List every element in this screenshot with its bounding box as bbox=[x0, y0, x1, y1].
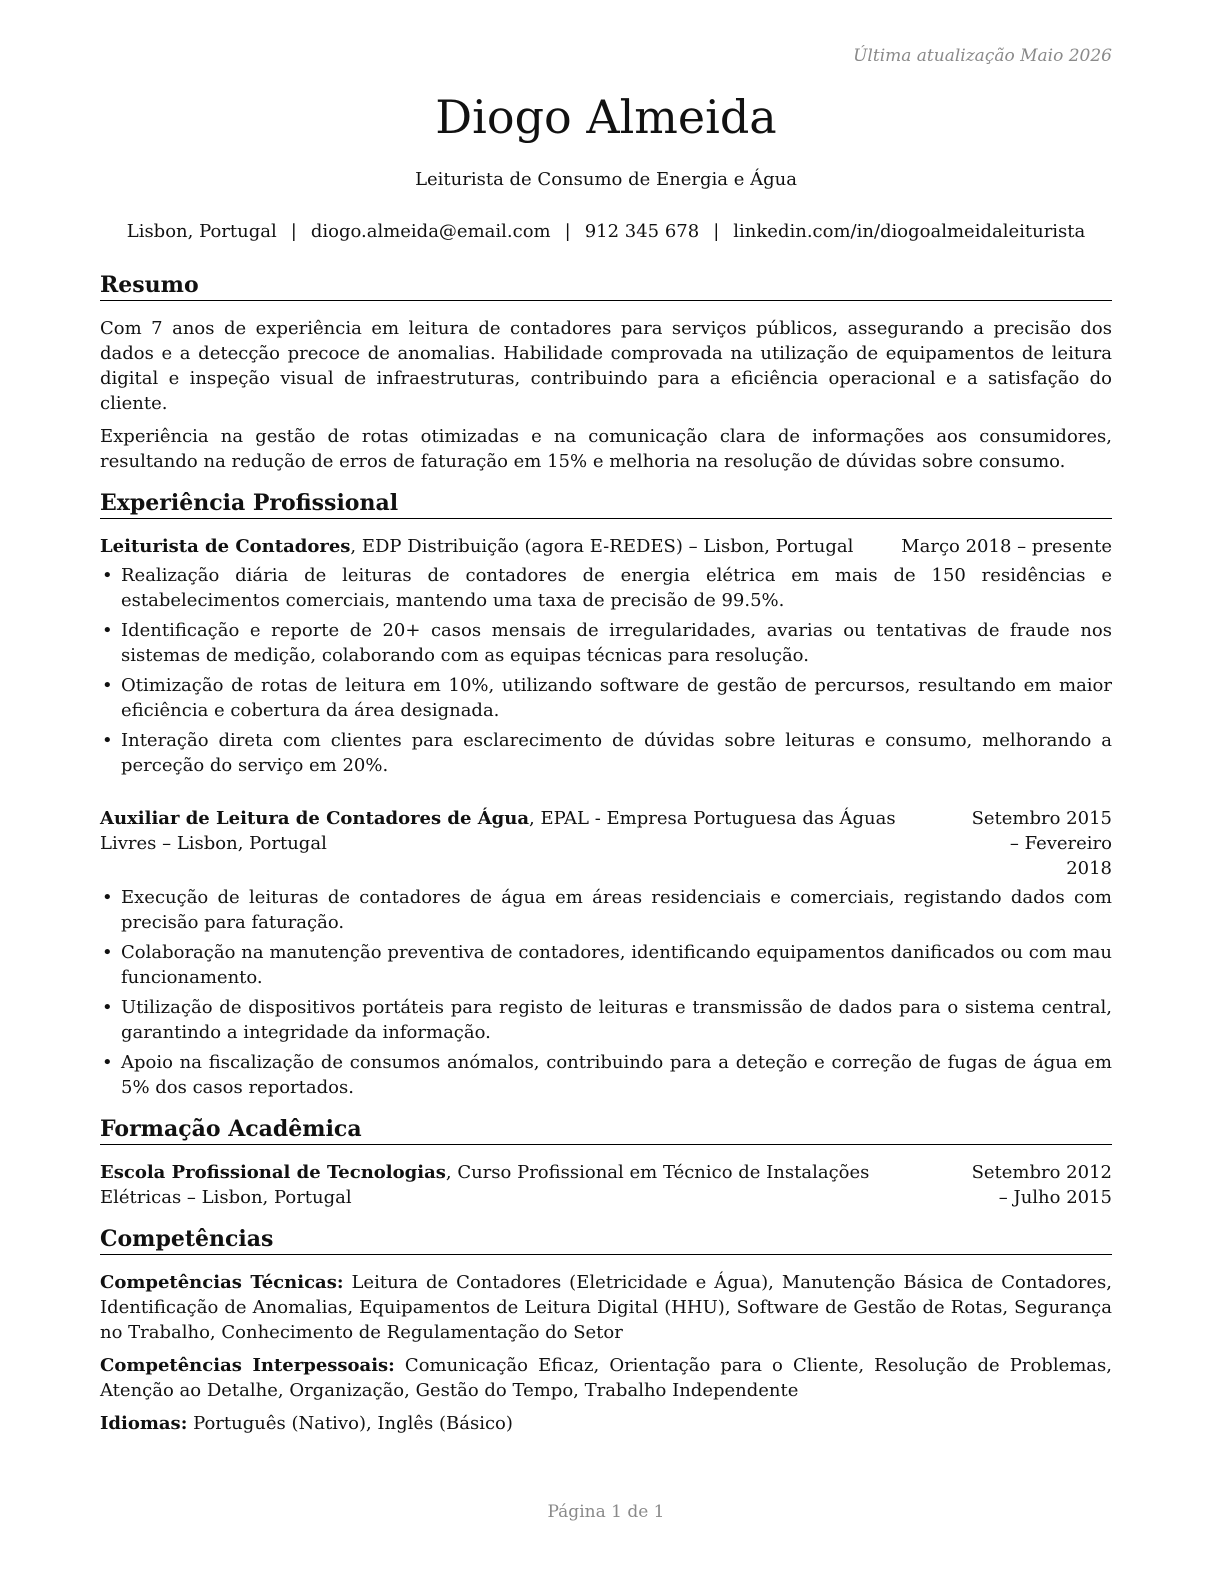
skill-label: Idiomas: bbox=[100, 1413, 188, 1434]
resume-content bbox=[100, 270, 1112, 1436]
experience-section bbox=[100, 488, 1112, 1100]
summary-paragraph: Com 7 anos de experiência em leitura de contadores para serviços públicos, assegurando a precisão dos dados e a detecção precoce de anomalias. Habilidade comprovada na utilização de equipamentos de leitura digital e inspeção visual de infraestruturas, contribuindo para a eficiência operacional e a satisfação do cliente. bbox=[100, 318, 1112, 414]
job-employer: , EDP Distribuição (agora E-REDES) – Lisbon, Portugal bbox=[350, 536, 854, 557]
skill-value: Português (Nativo), Inglês (Básico) bbox=[187, 1413, 513, 1434]
job-header bbox=[100, 806, 1112, 881]
job-employer: , EPAL - Empresa Portuguesa das Águas Livres – Lisbon, Portugal bbox=[100, 808, 896, 854]
list-item: • Realização diária de leituras de contadores de energia elétrica em mais de 150 residências e estabelecimentos comerciais, mantendo uma taxa de precisão de 99.5%. bbox=[100, 563, 1112, 613]
list-item: • Apoio na fiscalização de consumos anómalos, contribuindo para a deteção e correção de fugas de água em 5% dos casos reportados. bbox=[100, 1050, 1112, 1100]
job-title: Leiturista de Contadores bbox=[100, 536, 351, 557]
job-title: Auxiliar de Leitura de Contadores de Água bbox=[100, 808, 530, 829]
contact-line bbox=[100, 219, 1112, 244]
list-item: • Interação direta com clientes para esclarecimento de dúvidas sobre leituras e consumo, melhorando a perceção do serviço em 20%. bbox=[100, 728, 1112, 778]
section-title-experience: Experiência Profissional bbox=[100, 488, 1112, 519]
page-number: Página 1 de 1 bbox=[547, 1502, 665, 1522]
contact-location: Lisbon, Portugal bbox=[126, 221, 277, 242]
contact-separator: | bbox=[713, 221, 720, 242]
skills-section bbox=[100, 1224, 1112, 1436]
education-section bbox=[100, 1114, 1112, 1210]
summary-section bbox=[100, 270, 1112, 474]
job-header bbox=[100, 534, 1112, 559]
skill-group bbox=[100, 1411, 1112, 1436]
job-bullets bbox=[100, 885, 1112, 1100]
education-course: , Curso Profissional em Técnico de Instalações Elétricas – Lisbon, Portugal bbox=[100, 1162, 870, 1208]
list-item: • Execução de leituras de contadores de água em áreas residenciais e comerciais, registando dados com precisão para faturação. bbox=[100, 885, 1112, 935]
education-header bbox=[100, 1160, 1112, 1210]
list-item: • Utilização de dispositivos portáteis para registo de leituras e transmissão de dados para o sistema central, garantindo a integridade da informação. bbox=[100, 995, 1112, 1045]
job-bullets bbox=[100, 563, 1112, 778]
job-dates: Setembro 2015 – Fevereiro 2018 bbox=[971, 808, 1112, 879]
section-title-skills: Competências bbox=[100, 1224, 1112, 1255]
candidate-subtitle: Leiturista de Consumo de Energia e Água bbox=[415, 169, 797, 190]
education-dates: Setembro 2012 – Julho 2015 bbox=[971, 1162, 1112, 1208]
skill-value: Comunicação Eficaz, Orientação para o Cliente, Resolução de Problemas, Atenção ao Detalhe, Organização, Gestão do Tempo, Trabalho Independente bbox=[100, 1355, 1113, 1401]
school-name: Escola Profissional de Tecnologias bbox=[100, 1162, 446, 1183]
contact-separator: | bbox=[564, 221, 571, 242]
last-updated: Última atualização Maio 2026 bbox=[853, 46, 1112, 66]
skill-group bbox=[100, 1270, 1112, 1345]
list-item: • Identificação e reporte de 20+ casos mensais de irregularidades, avarias ou tentativas de fraude nos sistemas de medição, colaborando com as equipas técnicas para resolução. bbox=[100, 618, 1112, 668]
contact-linkedin[interactable]: linkedin.com/in/diogoalmeidaleiturista bbox=[733, 221, 1086, 242]
section-title-summary: Resumo bbox=[100, 270, 1112, 301]
job-dates: Março 2018 – presente bbox=[901, 536, 1112, 557]
skill-label: Competências Técnicas: bbox=[100, 1272, 344, 1293]
contact-phone[interactable]: 912 345 678 bbox=[584, 221, 700, 242]
skill-group bbox=[100, 1353, 1112, 1403]
section-title-education: Formação Acadêmica bbox=[100, 1114, 1112, 1145]
contact-separator: | bbox=[290, 221, 297, 242]
resume-page bbox=[100, 0, 1112, 1584]
skill-value: Leitura de Contadores (Eletricidade e Água), Manutenção Básica de Contadores, Identificação de Anomalias, Equipamentos de Leitura Digital (HHU), Software de Gestão de Rotas, Segurança no Trabalho, Conhecimento de Regulamentação do Setor bbox=[100, 1272, 1112, 1343]
candidate-name: Diogo Almeida bbox=[435, 90, 777, 144]
list-item: • Colaboração na manutenção preventiva de contadores, identificando equipamentos danificados ou com mau funcionamento. bbox=[100, 940, 1112, 990]
list-item: • Otimização de rotas de leitura em 10%, utilizando software de gestão de percursos, resultando em maior eficiência e cobertura da área designada. bbox=[100, 673, 1112, 723]
contact-email[interactable]: diogo.almeida@email.com bbox=[310, 221, 551, 242]
summary-paragraph: Experiência na gestão de rotas otimizadas e na comunicação clara de informações aos consumidores, resultando na redução de erros de faturação em 15% e melhoria na resolução de dúvidas sobre consumo. bbox=[100, 426, 1112, 472]
skill-label: Competências Interpessoais: bbox=[100, 1355, 395, 1376]
